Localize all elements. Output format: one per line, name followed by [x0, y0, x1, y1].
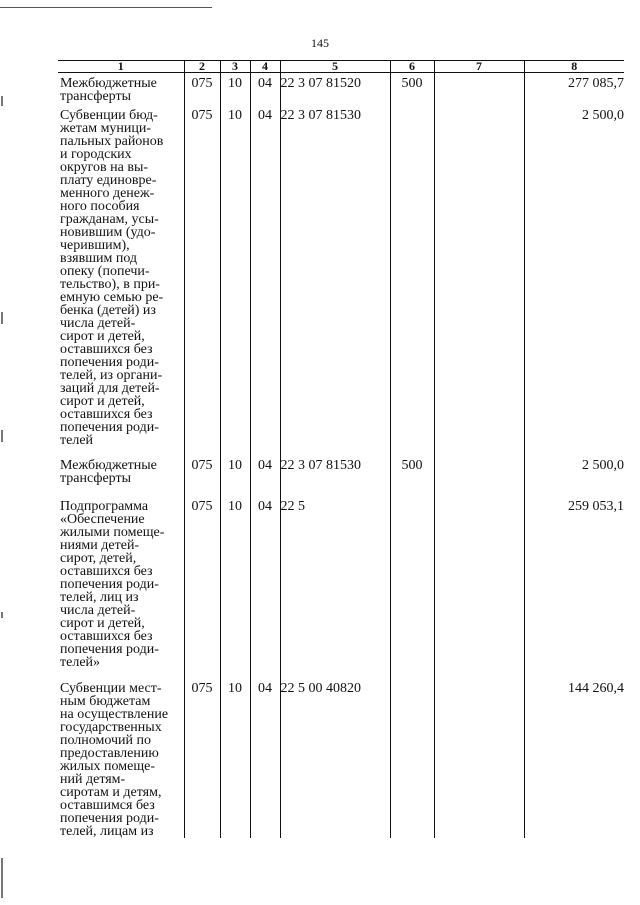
cell-expense-type: 500	[390, 455, 434, 496]
cell-expense-type: 500	[390, 73, 434, 106]
cell-target-article: 22 3 07 81520	[280, 73, 390, 106]
description-line: сирот и детей,	[60, 329, 145, 344]
description-line: тельство), в при-	[60, 277, 160, 292]
column-header: 7	[434, 61, 524, 73]
description-line: «Обеспечение	[60, 512, 145, 527]
description-line: попечения роди-	[60, 355, 159, 370]
description-line: оставшихся без	[60, 629, 153, 644]
scan-mark	[1, 430, 3, 442]
description-line: попечения роди-	[60, 577, 159, 592]
description-line: трансферты	[60, 471, 132, 486]
scan-mark	[1, 312, 3, 324]
description-line: Субвенции бюд-	[60, 108, 158, 123]
description-line: емную семью ре-	[60, 290, 164, 305]
description-line: сирот и детей,	[60, 394, 145, 409]
description-line: ного пособия	[60, 199, 140, 214]
description-line: трансферты	[60, 89, 132, 104]
cell-expense-type	[390, 496, 434, 678]
description-line: опеку (попечи-	[60, 264, 150, 279]
description-line: черившим),	[60, 238, 130, 253]
cell-section: 10	[220, 73, 250, 106]
column-header: 5	[280, 61, 390, 73]
description-line: менного денеж-	[60, 186, 155, 201]
description-line: ным бюджетам	[60, 694, 151, 709]
column-header: 1	[58, 61, 184, 73]
cell-subsection: 04	[250, 678, 280, 838]
cell-amount: 144 260,4	[524, 678, 624, 838]
cell-col-7	[434, 455, 524, 496]
cell-code: 075	[184, 496, 220, 678]
table-row	[58, 678, 624, 838]
description-line: Подпрограмма	[60, 499, 149, 514]
cell-amount: 259 053,1	[524, 496, 624, 678]
table-header-row	[58, 61, 624, 73]
description-line: оставшихся без	[60, 564, 153, 579]
cell-code: 075	[184, 678, 220, 838]
description-line: попечения роди-	[60, 420, 159, 435]
cell-col-7	[434, 678, 524, 838]
cell-description	[58, 678, 184, 838]
description-line: числа детей-	[60, 316, 136, 331]
description-line: сирот и детей,	[60, 616, 145, 631]
description-line: заций для детей-	[60, 381, 160, 396]
cell-subsection: 04	[250, 105, 280, 455]
description-line: жетам муници-	[60, 121, 152, 136]
description-line: жилыми помеще-	[60, 525, 165, 540]
cell-col-7	[434, 496, 524, 678]
table-row	[58, 105, 624, 455]
cell-col-7	[434, 73, 524, 106]
column-header: 8	[524, 61, 624, 73]
cell-col-7	[434, 105, 524, 455]
table-row	[58, 73, 624, 106]
description-line: новившим (удо-	[60, 225, 156, 240]
description-line: оставшимся без	[60, 798, 155, 813]
description-line: телей, лиц из	[60, 590, 139, 605]
description-line: округов на вы-	[60, 160, 149, 175]
cell-description	[58, 455, 184, 496]
cell-section: 10	[220, 455, 250, 496]
cell-expense-type	[390, 678, 434, 838]
description-line: государственных	[60, 720, 162, 735]
cell-subsection: 04	[250, 73, 280, 106]
cell-subsection: 04	[250, 496, 280, 678]
description-line: Межбюджетные	[60, 76, 157, 91]
table-row	[58, 455, 624, 496]
description-line: ний детям-	[60, 772, 126, 787]
description-line: телей»	[60, 655, 101, 670]
scan-mark	[1, 858, 3, 898]
description-line: числа детей-	[60, 603, 136, 618]
description-line: пальных районов	[60, 134, 164, 149]
description-line: попечения роди-	[60, 811, 159, 826]
cell-description	[58, 73, 184, 106]
cell-description	[58, 496, 184, 678]
description-line: полномочий по	[60, 733, 152, 748]
budget-table	[58, 60, 624, 838]
description-line: оставшихся без	[60, 342, 153, 357]
column-header: 2	[184, 61, 220, 73]
cell-target-article: 22 5 00 40820	[280, 678, 390, 838]
scan-mark	[1, 612, 3, 618]
description-line: телей, лицам из	[60, 824, 154, 839]
top-rule	[0, 7, 212, 8]
description-line: сиротам и детям,	[60, 785, 162, 800]
table-row	[58, 496, 624, 678]
description-line: Субвенции мест-	[60, 681, 162, 696]
description-line: сирот, детей,	[60, 551, 137, 566]
description-line: Межбюджетные	[60, 458, 157, 473]
cell-code: 075	[184, 105, 220, 455]
page-number: 145	[311, 36, 329, 50]
description-line: на осуществление	[60, 707, 169, 722]
column-header: 3	[220, 61, 250, 73]
cell-target-article: 22 5	[280, 496, 390, 678]
cell-target-article: 22 3 07 81530	[280, 105, 390, 455]
cell-expense-type	[390, 105, 434, 455]
description-line: плату единовре-	[60, 173, 157, 188]
column-header: 6	[390, 61, 434, 73]
description-line: бенка (детей) из	[60, 303, 156, 318]
cell-section: 10	[220, 105, 250, 455]
description-line: ниями детей-	[60, 538, 140, 553]
description-line: телей	[60, 433, 94, 448]
cell-subsection: 04	[250, 455, 280, 496]
description-line: оставшихся без	[60, 407, 153, 422]
scan-mark	[1, 96, 3, 106]
cell-code: 075	[184, 455, 220, 496]
cell-target-article: 22 3 07 81530	[280, 455, 390, 496]
cell-amount: 2 500,0	[524, 455, 624, 496]
description-line: и городских	[60, 147, 132, 162]
description-line: взявшим под	[60, 251, 138, 266]
cell-amount: 277 085,7	[524, 73, 624, 106]
cell-code: 075	[184, 73, 220, 106]
description-line: жилых помеще-	[60, 759, 156, 774]
column-header: 4	[250, 61, 280, 73]
description-line: попечения роди-	[60, 642, 159, 657]
cell-section: 10	[220, 496, 250, 678]
description-line: телей, из органи-	[60, 368, 163, 383]
description-line: гражданам, усы-	[60, 212, 159, 227]
table-body	[58, 73, 624, 839]
cell-section: 10	[220, 678, 250, 838]
cell-amount: 2 500,0	[524, 105, 624, 455]
description-line: предоставлению	[60, 746, 159, 761]
cell-description	[58, 105, 184, 455]
